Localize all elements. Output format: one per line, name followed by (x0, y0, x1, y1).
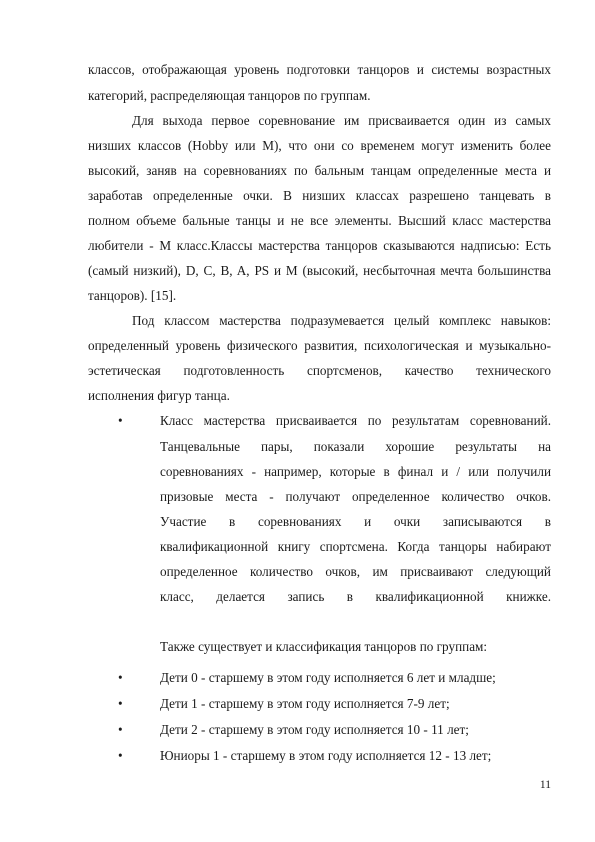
text-line: эстетическая подготовленность спортсменов, качество технического (88, 363, 551, 378)
text-line: Под классом мастерства подразумевается целый комплекс навыков: (132, 313, 551, 328)
bullet-icon: • (118, 413, 123, 428)
list-item: Юниоры 1 - старшему в этом году исполняется 12 - 13 лет; (160, 748, 492, 763)
list-item: Дети 0 - старшему в этом году исполняется 6 лет и младше; (160, 670, 496, 685)
list-item: Дети 2 - старшему в этом году исполняется 10 - 11 лет; (160, 722, 469, 737)
list-item-line: квалификационной книгу спортсмена. Когда танцоры набирают (160, 539, 551, 554)
text-line: исполнения фигур танца. (88, 388, 230, 403)
text-line: высокий, заняв на соревнованиях по бальным танцам определенные места и (88, 163, 551, 178)
text-line: категорий, распределяющая танцоров по группам. (88, 88, 371, 103)
bullet-icon: • (118, 722, 123, 737)
text-line: танцоров). [15]. (88, 288, 177, 303)
text-line: (самый низкий), D, C, B, A, PS и M (высокий, несбыточная мечта большинства (88, 263, 551, 278)
list-item-line: определенное количество очков, им присваивают следующий (160, 564, 551, 579)
text-line: определенный уровень физического развития, психологическая и музыкально- (88, 338, 551, 353)
list-item-line: Участие в соревнованиях и очки записываются в (160, 514, 551, 529)
list-item-line: Танцевальные пары, показали хорошие результаты на (160, 439, 551, 454)
list-item: Дети 1 - старшему в этом году исполняется 7-9 лет; (160, 696, 450, 711)
text-line: низших классов (Hobby или M), что они со временем могут изменить более (88, 138, 551, 153)
bullet-icon: • (118, 670, 123, 685)
text-line: Также существует и классификация танцоров по группам: (160, 639, 488, 654)
text-line: Для выхода первое соревнование им присваивается один из самых (132, 113, 551, 128)
page-number: 11 (539, 779, 551, 791)
text-line: заработав определенные очки. В низших классах разрешено танцевать в (88, 188, 551, 203)
list-item-line: призовые места - получают определенное количество очков. (160, 489, 551, 504)
bullet-icon: • (118, 696, 123, 711)
bullet-icon: • (118, 748, 123, 763)
text-line: классов, отображающая уровень подготовки танцоров и системы возрастных (88, 62, 551, 77)
text-line: полном объеме бальные танцы и не все элементы. Высший класс мастерства (88, 213, 551, 228)
list-item-line: класс, делается запись в квалификационной книжке. (160, 589, 551, 604)
list-item-line: Класс мастерства присваивается по результатам соревнований. (160, 413, 551, 428)
text-line: любители - M класс.Классы мастерства танцоров сказываются надписью: Есть (88, 238, 551, 253)
list-item-line: соревнованиях - например, которые в финал и / или получили (160, 464, 551, 479)
